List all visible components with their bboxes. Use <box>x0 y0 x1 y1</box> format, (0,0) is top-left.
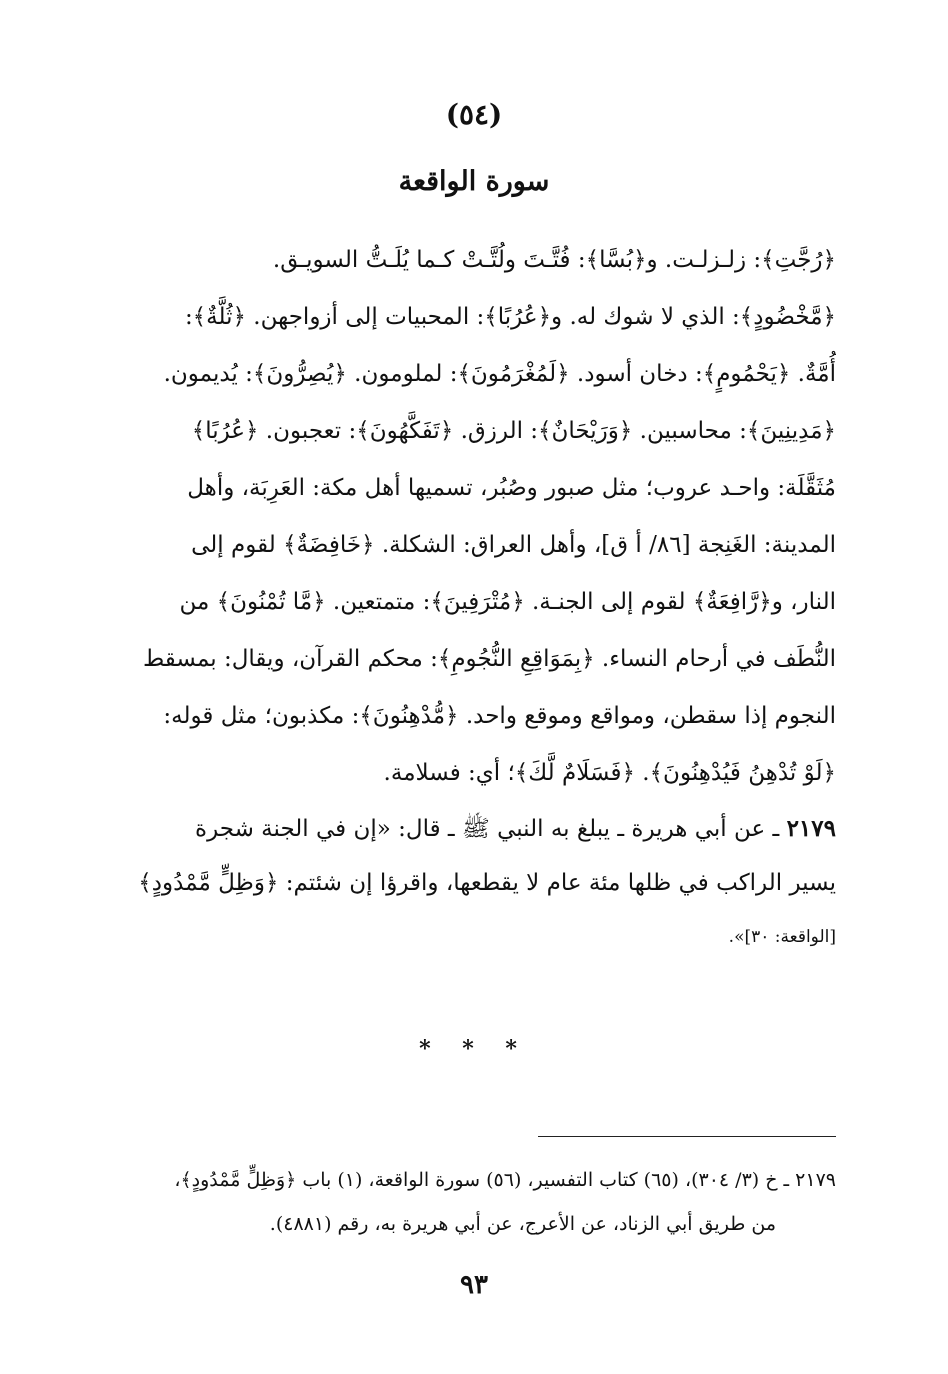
hadith-line: يسير الراكب في ظلها مئة عام لا يقطعها، واقرؤا إن شئتم: ﴿وَظِلٍّ مَّمْدُودٍ﴾ <box>138 870 836 896</box>
text-line: النار، و﴿رَّافِعَةٌ﴾ لقوم إلى الجنـة. ﴿مُتْرَفِينَ﴾: متمتعين. ﴿مَّا تُمْنُونَ﴾ من <box>179 589 836 615</box>
hadith-line <box>130 802 836 856</box>
text-line: مُثَقَّلَة: واحـد عروب؛ مثل صبور وصُبُر، تسميها أهل مكة: العَرِبَة، وأهل <box>187 475 836 501</box>
hadith-text: ـ عن أبي هريرة ـ يبلغ به النبي ﷺ ـ قال: «إن في الجنة شجرة <box>195 816 787 842</box>
text-line: ﴿مَدِينِينَ﴾: محاسبين. ﴿وَرَيْحَانٌ﴾: الرزق. ﴿تَفَكَّهُونَ﴾: تعجبون. ﴿عُرُبًا﴾ <box>191 418 836 444</box>
footnote-line: من طريق أبي الزناد، عن الأعرج، عن أبي هريرة به، رقم (٤٨٨١). <box>269 1213 776 1235</box>
hadith-number: ٢١٧٩ <box>786 815 836 842</box>
text-line: ﴿رُجَّتِ﴾: زلـزلـت. و﴿بُسَّا﴾: فُتَّـتَ ولُتَّـتْ كـما يُلَـتُّ السويـق. <box>272 247 836 273</box>
footnotes <box>112 1158 836 1246</box>
text-line: النجوم إذا سقطن، ومواقع وموقع واحد. ﴿مُّدْهِنُونَ﴾: مكذبون؛ مثل قوله: <box>163 703 836 729</box>
commentary-text <box>130 232 836 802</box>
section-separator: * * * <box>419 1036 529 1062</box>
text-line: النُّطَف في أرحام النساء. ﴿بِمَوَاقِعِ النُّجُومِ﴾: محكم القرآن، ويقال: بمسقط <box>142 646 836 672</box>
text-line: أُمَّةٌ. ﴿يَحْمُومٍ﴾: دخان أسود. ﴿لَمُغْرَمُونَ﴾: لملومون. ﴿يُصِرُّونَ﴾: يُديمون. <box>163 361 836 387</box>
text-line: المدينة: الغَنِجة [٨٦/ أ ق]، وأهل العراق: الشكلة. ﴿خَافِضَةٌ﴾ لقوم إلى <box>191 532 836 558</box>
hadith-block <box>130 802 836 964</box>
footnote-line: ٢١٧٩ ـ خ (٣/ ٣٠٤)، (٦٥) كتاب التفسير، (٥٦) سورة الواقعة، (١) باب ﴿وَظِلٍّ مَّمْدُودٍ﴾، <box>174 1169 836 1191</box>
text-line: ﴿لَوْ تُدْهِنُ فَيُدْهِنُونَ﴾. ﴿فَسَلَامٌ لَّكَ﴾؛ أي: فسلامة. <box>383 760 836 786</box>
footnote-divider <box>538 1136 836 1137</box>
surah-title: سورة الواقعة <box>398 166 550 197</box>
page-number: ٩٣ <box>460 1270 488 1300</box>
chapter-number: (٥٤) <box>445 98 503 131</box>
text-line: ﴿مَّخْضُودٍ﴾: الذي لا شوك له. و﴿عُرُبًا﴾: المحبيات إلى أزواجهن. ﴿ثُلَّةٌ﴾: <box>184 304 836 330</box>
hadith-reference: [الواقعة: ٣٠]». <box>728 927 836 947</box>
